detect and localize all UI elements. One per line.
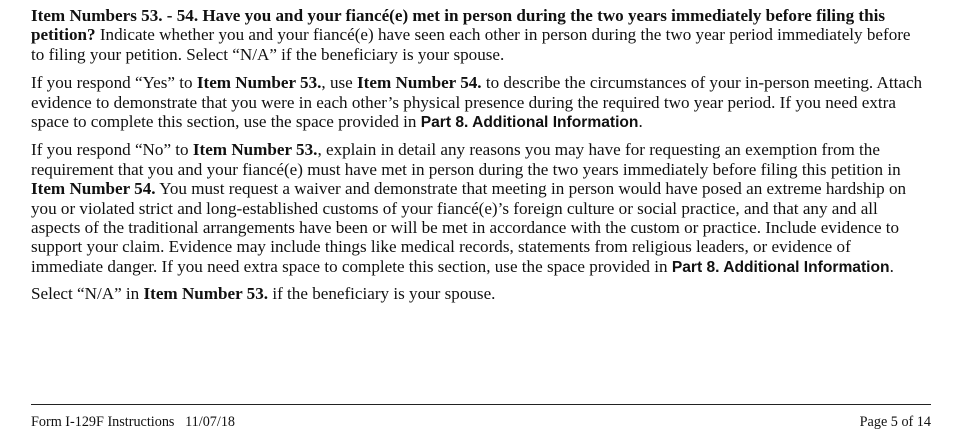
item-reference: Item Number 53. [196,73,322,93]
paragraph-item-53-54-intro [31,6,926,64]
footer-divider [31,404,931,405]
paragraph-na-spouse [31,284,926,303]
paragraph-text: , use [321,73,358,93]
paragraph-text: Indicate whether you and your fiancé(e) have seen each other in person during the two year period immediately before to filing your petition. Select “N/A” if the beneficiary is your spouse. [31,25,911,64]
instructions-body [31,6,926,304]
form-identifier: Form I-129F Instructions 11/07/18 [31,414,236,430]
paragraph-text: to describe the circumstances of your in-person meeting. Attach evidence to demonstrate that you were in each other’s physical presence during the required two year period. If you need extra space to complete this section, use the space provided in [31,73,923,132]
item-reference: Item Number 54. [31,179,156,199]
paragraph-text: Select “N/A” in [31,284,144,304]
paragraph-text: if the beneficiary is your spouse. [268,284,496,304]
item-heading: Item Numbers 53. - 54. Have you and your fiancé(e) met in person during the two years immediately before filing this petition? [31,6,885,45]
paragraph-yes-response [31,73,926,132]
paragraph-no-response [31,140,926,277]
page-number: Page 5 of 14 [859,414,931,430]
part-reference: Part 8. Additional Information [420,114,639,132]
paragraph-text: If you respond “No” to [31,140,193,160]
item-reference: Item Number 53. [192,140,318,160]
paragraph-text: You must request a waiver and demonstrate that meeting in person would have posed an extreme hardship on you or violated strict and long-established customs of your fiancé(e)’s foreign culture or social practice, and that any and all aspects of the traditional arrangements have been or will be met in accordance with the custom or practice. Include evidence to support your claim. Evidence may include things like medical records, statements from religious leaders, or evidence of immediate danger. If you need extra space to complete this section, use the space provided in [31,179,907,276]
part-reference: Part 8. Additional Information [671,258,890,276]
item-reference: Item Number 53. [143,284,269,304]
paragraph-text: If you respond “Yes” to [31,73,197,93]
item-reference: Item Number 54. [357,73,482,93]
paragraph-text: , explain in detail any reasons you may have for requesting an exemption from the requirement that you and your fiancé(e) must have met in person during the two years immediately before filing this petition in [31,140,901,179]
page-footer [31,414,931,431]
paragraph-text: . [889,256,894,276]
paragraph-text: . [638,112,643,132]
